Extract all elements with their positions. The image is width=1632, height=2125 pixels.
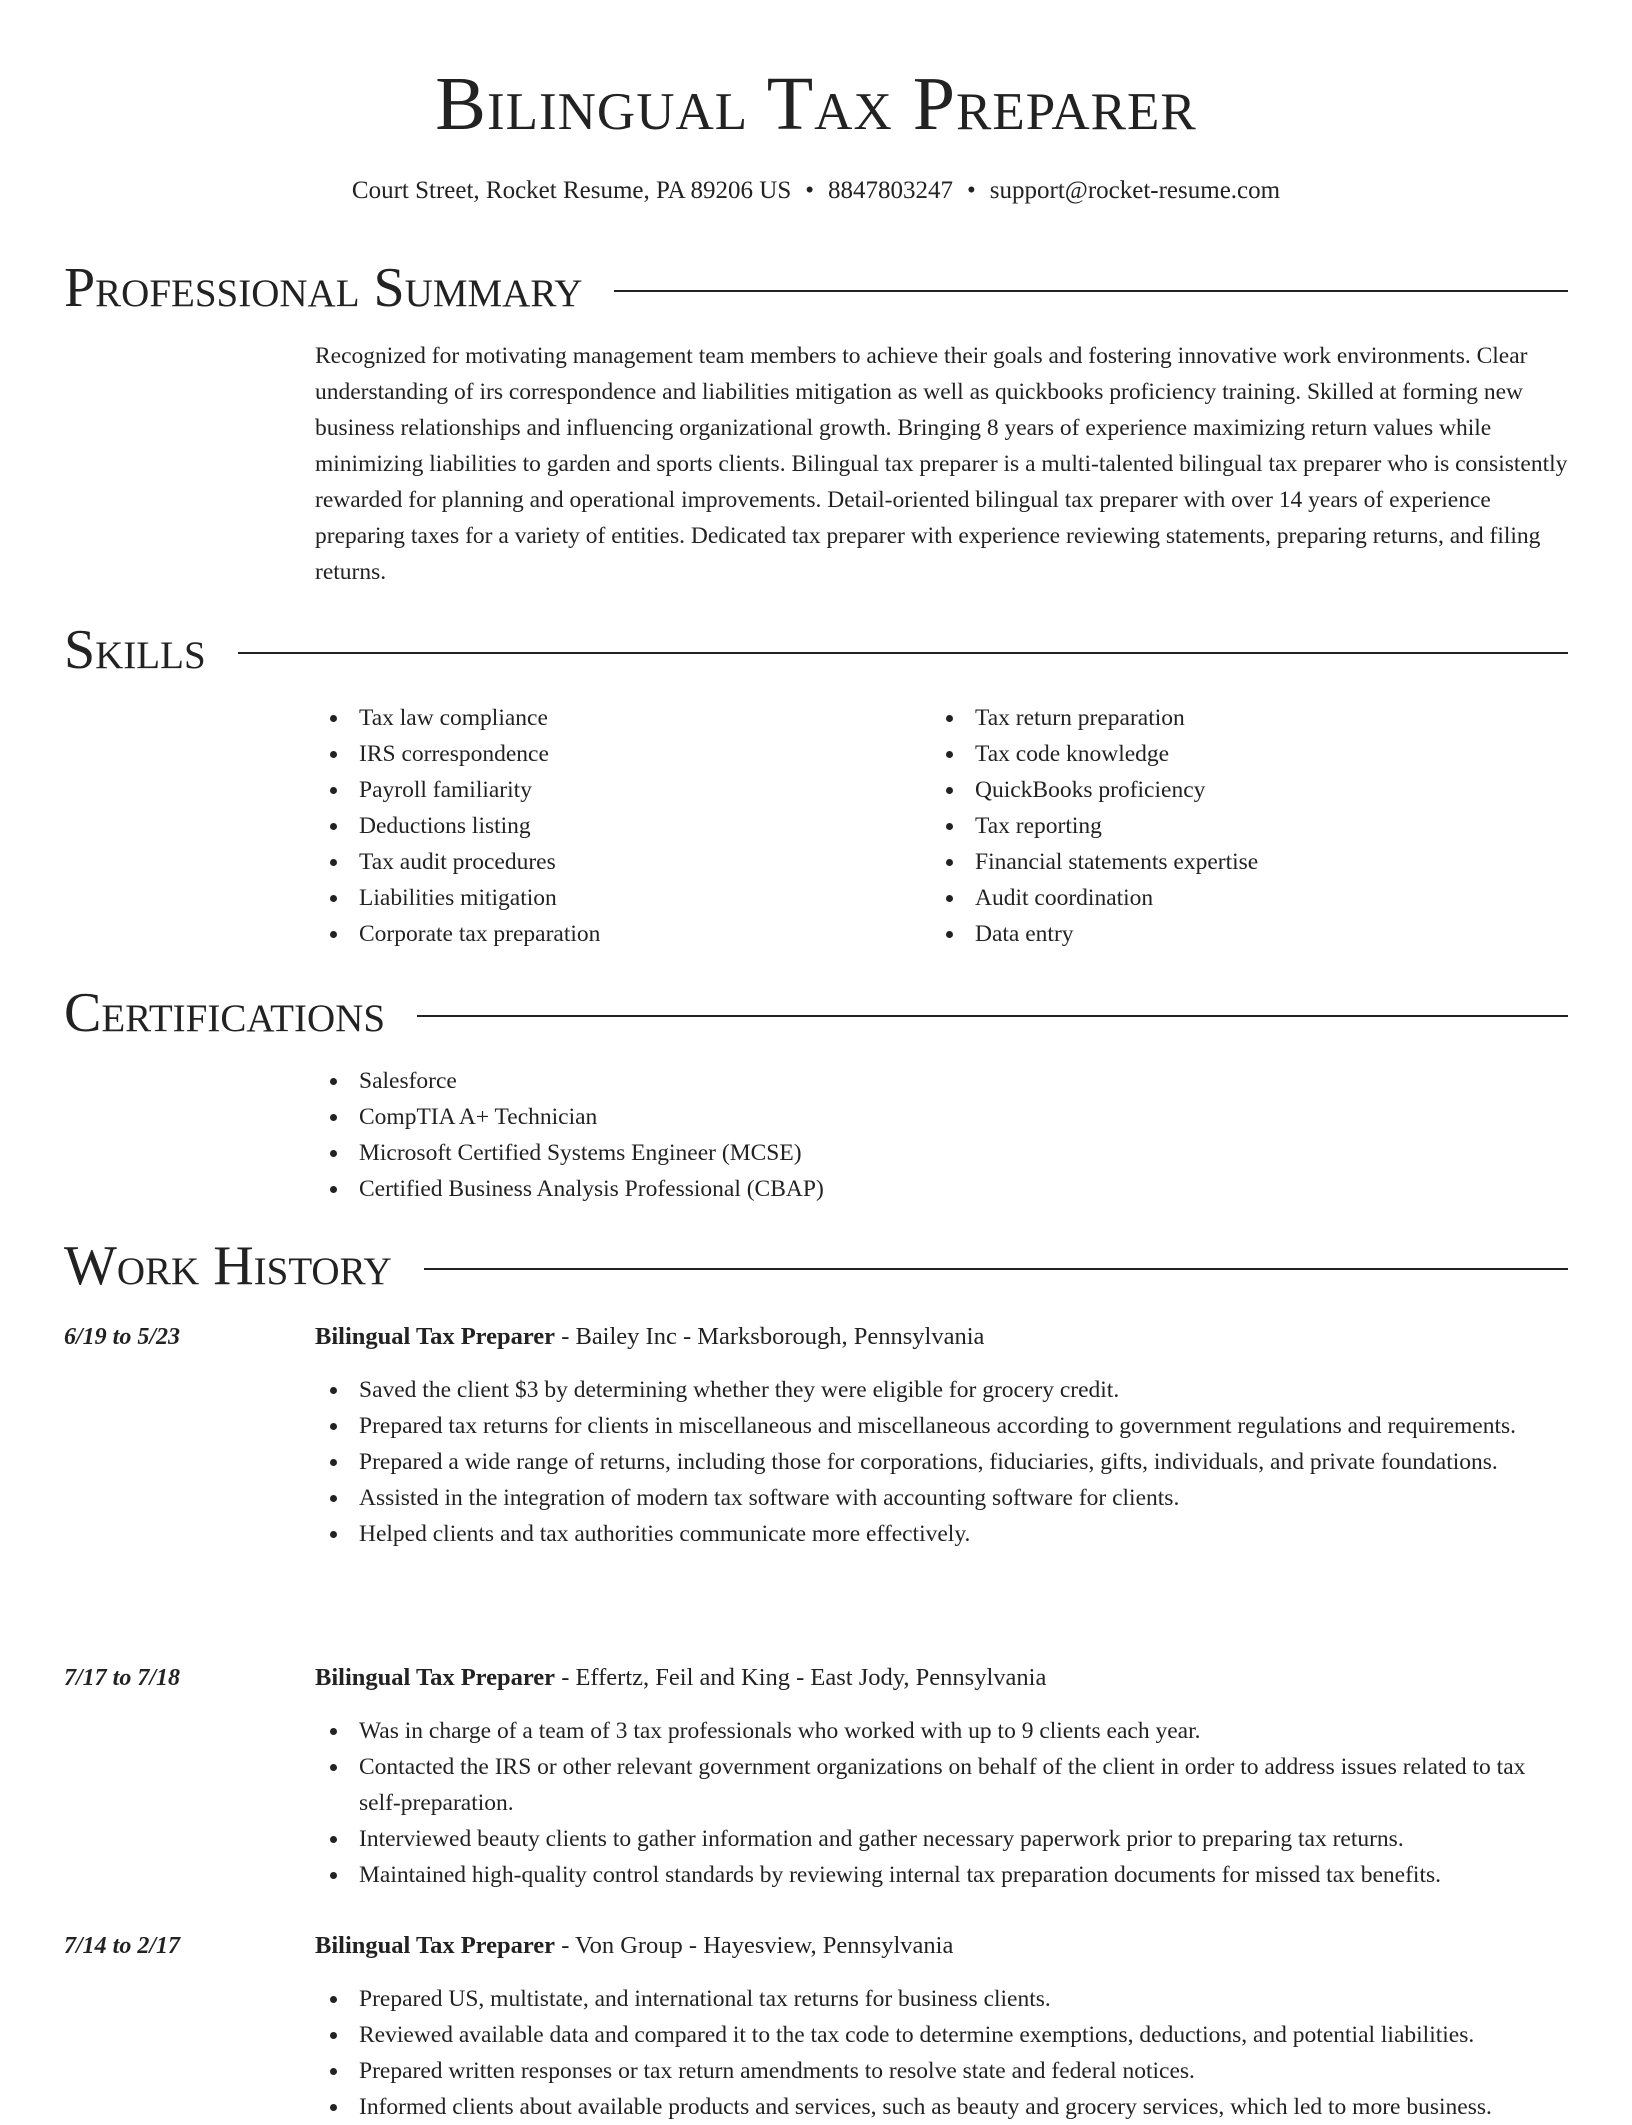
skill-item: Liabilities mitigation (315, 880, 875, 916)
section-divider (614, 290, 1568, 292)
skill-item: Payroll familiarity (315, 772, 875, 808)
skills-title: Skills (64, 619, 206, 681)
job-bullet: Maintained high-quality control standards by reviewing internal tax preparation documents for missed tax benefits. (315, 1857, 1568, 1893)
job-bullet: Interviewed beauty clients to gather information and gather necessary paperwork prior to preparing tax returns. (315, 1821, 1568, 1857)
skill-item: Tax code knowledge (931, 736, 1551, 772)
job-dates: 7/17 to 7/18 (64, 1665, 181, 1691)
summary-title: Professional Summary (64, 257, 583, 319)
job-bullets (315, 1372, 1568, 1552)
job-bullet: Was in charge of a team of 3 tax professionals who worked with up to 9 clients each year. (315, 1713, 1568, 1749)
job-bullet: Prepared written responses or tax return amendments to resolve state and federal notices. (315, 2053, 1568, 2089)
skill-item: Tax reporting (931, 808, 1551, 844)
skills-section-heading (64, 618, 1568, 682)
contact-phone: 8847803247 (828, 177, 954, 204)
job-title: Bilingual Tax Preparer (315, 1323, 556, 1350)
contact-separator: • (967, 177, 976, 204)
job-employer-location: - Von Group - Hayesview, Pennsylvania (555, 1932, 954, 1959)
job-title-line (315, 1928, 953, 1964)
section-divider (238, 652, 1568, 654)
job-bullets (315, 1713, 1568, 1893)
job-employer-location: - Bailey Inc - Marksborough, Pennsylvania (555, 1323, 985, 1350)
resume-name: Bilingual Tax Preparer (435, 62, 1197, 146)
job-dates: 7/14 to 2/17 (64, 1933, 181, 1959)
job-bullet: Informed clients about available products and services, such as beauty and grocery services, which led to more business. (315, 2089, 1568, 2125)
section-divider (424, 1268, 1568, 1270)
job-bullet: Prepared US, multistate, and international tax returns for business clients. (315, 1981, 1568, 2017)
job-title: Bilingual Tax Preparer (315, 1932, 556, 1959)
job-bullet: Reviewed available data and compared it to the tax code to determine exemptions, deductions, and potential liabilities. (315, 2017, 1568, 2053)
skill-item: Tax return preparation (931, 700, 1551, 736)
work-history-section-heading (64, 1234, 1568, 1298)
job-bullet: Saved the client $3 by determining whether they were eligible for grocery credit. (315, 1372, 1568, 1408)
job-title-line (315, 1660, 1046, 1696)
job-bullets (315, 1981, 1568, 2125)
contact-address: Court Street, Rocket Resume, PA 89206 US (351, 177, 792, 204)
job-dates: 6/19 to 5/23 (64, 1324, 181, 1350)
skill-item: Tax law compliance (315, 700, 875, 736)
contact-separator: • (805, 177, 815, 204)
job-bullet: Assisted in the integration of modern tax software with accounting software for clients. (315, 1480, 1568, 1516)
job-bullet: Helped clients and tax authorities communicate more effectively. (315, 1516, 1568, 1552)
skills-list-left (315, 700, 875, 952)
skills-list-right (931, 700, 1551, 952)
skill-item: Tax audit procedures (315, 844, 875, 880)
job-bullet: Contacted the IRS or other relevant government organizations on behalf of the client in order to address issues related to tax self-preparation. (315, 1749, 1568, 1821)
job-title-line (315, 1319, 984, 1355)
certification-item: Microsoft Certified Systems Engineer (MCSE) (315, 1135, 1515, 1171)
work-history-title: Work History (64, 1235, 392, 1297)
job-title: Bilingual Tax Preparer (315, 1664, 556, 1691)
certification-item: CompTIA A+ Technician (315, 1099, 1515, 1135)
skill-item: Financial statements expertise (931, 844, 1551, 880)
job-bullet: Prepared a wide range of returns, including those for corporations, fiduciaries, gifts, individuals, and private foundations. (315, 1444, 1568, 1480)
summary-section-heading (64, 256, 1568, 320)
skill-item: Data entry (931, 916, 1551, 952)
skill-item: Audit coordination (931, 880, 1551, 916)
skill-item: Corporate tax preparation (315, 916, 875, 952)
certification-item: Certified Business Analysis Professional (CBAP) (315, 1171, 1515, 1207)
skill-item: IRS correspondence (315, 736, 875, 772)
skill-item: Deductions listing (315, 808, 875, 844)
contact-email: support@rocket-resume.com (989, 177, 1281, 204)
job-bullet: Prepared tax returns for clients in miscellaneous and miscellaneous according to government regulations and requirements. (315, 1408, 1568, 1444)
certification-item: Salesforce (315, 1063, 1515, 1099)
certifications-list (315, 1063, 1515, 1207)
summary-text: Recognized for motivating management team members to achieve their goals and fostering innovative work environments. Clear understanding of irs correspondence and liabilities mitigation as well as quickbooks proficiency training. Skilled at forming new business relationships and influencing organizational growth. Bringing 8 years of experience maximizing return values while minimizing liabilities to garden and sports clients. Bilingual tax preparer is a multi-talented bilingual tax preparer who is consistently rewarded for planning and operational improvements. Detail-oriented bilingual tax preparer with over 14 years of experience preparing taxes for a variety of entities. Dedicated tax preparer with experience reviewing statements, preparing returns, and filing returns. (315, 343, 1568, 585)
job-employer-location: - Effertz, Feil and King - East Jody, Pennsylvania (555, 1664, 1047, 1691)
certifications-section-heading (64, 981, 1568, 1045)
certifications-title: Certifications (64, 982, 386, 1044)
contact-line (0, 174, 1632, 208)
section-divider (417, 1015, 1568, 1017)
skill-item: QuickBooks proficiency (931, 772, 1551, 808)
